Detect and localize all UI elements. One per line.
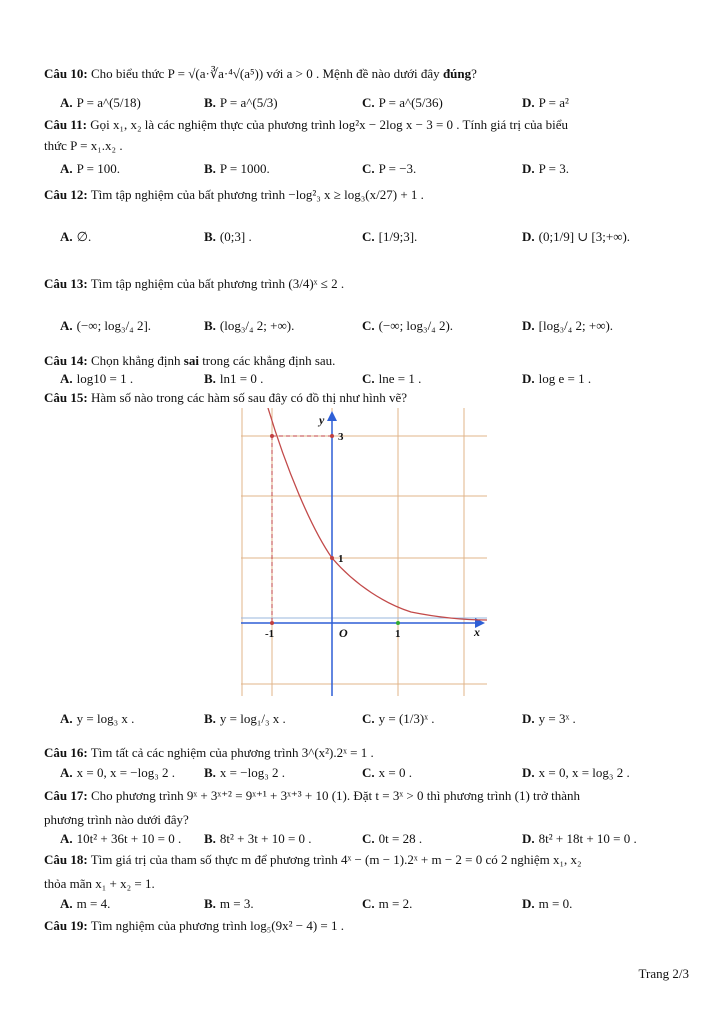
- option-label: D.: [522, 371, 535, 386]
- question-13: [44, 276, 685, 292]
- option-label: A.: [60, 95, 73, 110]
- option-label: A.: [60, 896, 73, 911]
- option-d[interactable]: [522, 711, 576, 727]
- question-label: Câu 12:: [44, 187, 88, 202]
- tick-y-1: 1: [338, 553, 344, 565]
- option-label: B.: [204, 161, 216, 176]
- option-text: m = 3.: [219, 896, 254, 911]
- option-label: D.: [522, 318, 535, 333]
- option-label: D.: [522, 161, 535, 176]
- option-text: y = log₃ x .: [76, 711, 135, 726]
- option-a[interactable]: [60, 765, 175, 781]
- option-label: C.: [362, 896, 375, 911]
- option-label: A.: [60, 371, 73, 386]
- question-label: Câu 19:: [44, 918, 88, 933]
- x-label: x: [474, 625, 480, 639]
- y-label: y: [319, 413, 325, 427]
- question-text: Gọi x₁, x₂ là các nghiệm thực của phương trình log²x − 2log x − 3 = 0 . Tính giá trị của biểu: [90, 117, 568, 132]
- option-text: P = −3.: [378, 161, 417, 176]
- option-text: P = a^(5/3): [219, 95, 278, 110]
- options-10: [60, 95, 685, 113]
- options-15: [60, 711, 685, 729]
- function-graph: [241, 408, 487, 696]
- option-c[interactable]: [362, 229, 417, 245]
- option-a[interactable]: [60, 896, 110, 912]
- option-text: x = −log₃ 2 .: [219, 765, 285, 780]
- options-11: [60, 161, 685, 179]
- option-text: (0;1/9] ∪ [3;+∞).: [538, 229, 631, 244]
- option-a[interactable]: [60, 831, 181, 847]
- option-b[interactable]: [204, 831, 312, 847]
- question-text: Chọn khẳng định: [90, 353, 181, 368]
- option-d[interactable]: [522, 229, 630, 245]
- option-label: C.: [362, 95, 375, 110]
- option-a[interactable]: [60, 95, 141, 111]
- question-14: [44, 353, 685, 369]
- options-12: [60, 229, 685, 247]
- options-18: [60, 896, 685, 914]
- option-a[interactable]: [60, 229, 91, 245]
- option-c[interactable]: [362, 765, 412, 781]
- option-c[interactable]: [362, 95, 443, 111]
- option-label: C.: [362, 161, 375, 176]
- question-label: Câu 11:: [44, 117, 87, 132]
- option-text: [log₃/₄ 2; +∞).: [538, 318, 614, 333]
- question-text: Tìm tập nghiệm của bất phương trình −log²₃ x ≥ log₃(x/27) + 1 .: [90, 187, 424, 202]
- option-text: (log₃/₄ 2; +∞).: [219, 318, 295, 333]
- option-label: B.: [204, 318, 216, 333]
- option-label: A.: [60, 711, 73, 726]
- option-label: C.: [362, 229, 375, 244]
- option-label: B.: [204, 711, 216, 726]
- option-d[interactable]: [522, 371, 591, 387]
- option-label: C.: [362, 371, 375, 386]
- option-text: x = 0 .: [378, 765, 412, 780]
- option-text: P = 3.: [538, 161, 569, 176]
- option-b[interactable]: [204, 318, 294, 334]
- option-b[interactable]: [204, 765, 285, 781]
- question-label: Câu 15:: [44, 390, 88, 405]
- option-d[interactable]: [522, 161, 569, 177]
- graph-background: [241, 408, 487, 696]
- option-label: B.: [204, 371, 216, 386]
- emphasis: sai: [183, 353, 199, 368]
- option-text: (−∞; log₃/₄ 2].: [76, 318, 152, 333]
- question-text: Cho phương trình 9ˣ + 3ˣ⁺² = 9ˣ⁺¹ + 3ˣ⁺³ + 10 (1). Đặt t = 3ˣ > 0 thì phương trình (1) trở thành: [90, 788, 580, 803]
- tick-x-1: 1: [395, 628, 401, 640]
- question-end: ?: [471, 66, 477, 81]
- option-label: C.: [362, 318, 375, 333]
- option-c[interactable]: [362, 896, 412, 912]
- option-text: lne = 1 .: [378, 371, 422, 386]
- option-b[interactable]: [204, 161, 270, 177]
- option-c[interactable]: [362, 318, 453, 334]
- tick-y-3: 3: [338, 431, 344, 443]
- option-text: m = 0.: [538, 896, 573, 911]
- option-text: m = 2.: [378, 896, 413, 911]
- options-17: [60, 831, 685, 849]
- question-label: Câu 13:: [44, 276, 88, 291]
- point: [396, 621, 400, 625]
- question-11: [44, 117, 685, 133]
- option-text: log e = 1 .: [538, 371, 592, 386]
- option-d[interactable]: [522, 318, 613, 334]
- options-13: [60, 318, 685, 336]
- option-c[interactable]: [362, 371, 421, 387]
- option-text: ln1 = 0 .: [219, 371, 264, 386]
- question-text: Tìm giá trị của tham số thực m để phương trình 4ˣ − (m − 1).2ˣ + m − 2 = 0 có 2 nghiệm x₁, x₂: [90, 852, 582, 867]
- option-a[interactable]: [60, 161, 120, 177]
- option-text: y = (1/3)ˣ .: [378, 711, 435, 726]
- question-text: Cho biểu thức P = √(a·∛a·⁴√(a⁵)) với a > 0 . Mệnh đề nào dưới đây: [90, 66, 440, 81]
- question-text-end: trong các khẳng định sau.: [202, 353, 336, 368]
- option-b[interactable]: [204, 896, 254, 912]
- question-18: [44, 852, 685, 868]
- option-text: P = a²: [538, 95, 569, 110]
- option-a[interactable]: [60, 371, 133, 387]
- question-15: [44, 390, 685, 406]
- option-d[interactable]: [522, 765, 630, 781]
- question-12: [44, 187, 685, 203]
- question-10: [44, 66, 685, 82]
- question-label: Câu 17:: [44, 788, 88, 803]
- option-label: A.: [60, 161, 73, 176]
- option-label: B.: [204, 765, 216, 780]
- option-c[interactable]: [362, 161, 416, 177]
- question-text: Tìm nghiệm của phương trình log₅(9x² − 4) = 1 .: [90, 918, 345, 933]
- option-text: m = 4.: [76, 896, 111, 911]
- option-b[interactable]: [204, 95, 278, 111]
- option-label: C.: [362, 765, 375, 780]
- question-17-cont: phương trình nào dưới đây?: [44, 812, 189, 827]
- option-c[interactable]: [362, 711, 435, 727]
- option-text: x = 0, x = −log₃ 2 .: [76, 765, 176, 780]
- option-d[interactable]: [522, 831, 637, 847]
- option-text: 0t = 28 .: [378, 831, 423, 846]
- option-text: log10 = 1 .: [76, 371, 134, 386]
- option-text: P = a^(5/18): [76, 95, 141, 110]
- options-16: [60, 765, 685, 783]
- option-text: ∅.: [76, 229, 92, 244]
- question-label: Câu 14:: [44, 353, 88, 368]
- option-label: B.: [204, 95, 216, 110]
- option-text: P = 100.: [76, 161, 120, 176]
- option-b[interactable]: [204, 229, 252, 245]
- point: [270, 621, 274, 625]
- option-text: 8t² + 3t + 10 = 0 .: [219, 831, 312, 846]
- option-label: D.: [522, 95, 535, 110]
- option-b[interactable]: [204, 711, 286, 727]
- option-label: C.: [362, 711, 375, 726]
- question-11-cont: thức P = x₁.x₂ .: [44, 138, 123, 153]
- option-text: 8t² + 18t + 10 = 0 .: [538, 831, 637, 846]
- question-text: Tìm tập nghiệm của bất phương trình (3/4)ˣ ≤ 2 .: [90, 276, 345, 291]
- question-label: Câu 16:: [44, 745, 88, 760]
- question-19: [44, 918, 685, 934]
- option-label: A.: [60, 765, 73, 780]
- point: [330, 434, 334, 438]
- option-d[interactable]: [522, 95, 569, 111]
- option-label: B.: [204, 896, 216, 911]
- option-label: D.: [522, 765, 535, 780]
- option-label: D.: [522, 229, 535, 244]
- question-label: Câu 10:: [44, 66, 88, 81]
- option-label: A.: [60, 229, 73, 244]
- option-label: B.: [204, 831, 216, 846]
- option-text: x = 0, x = log₃ 2 .: [538, 765, 630, 780]
- question-17: [44, 788, 685, 804]
- option-b[interactable]: [204, 371, 263, 387]
- option-text: [1/9;3].: [378, 229, 418, 244]
- option-label: B.: [204, 229, 216, 244]
- page-number: Trang 2/3: [638, 966, 689, 981]
- point: [270, 434, 274, 438]
- question-16: [44, 745, 685, 761]
- option-text: 10t² + 36t + 10 = 0 .: [76, 831, 182, 846]
- option-text: P = 1000.: [219, 161, 270, 176]
- option-text: P = a^(5/36): [378, 95, 443, 110]
- origin-label: O: [339, 626, 348, 640]
- option-label: C.: [362, 831, 375, 846]
- option-text: (−∞; log₃/₄ 2).: [378, 318, 454, 333]
- option-label: D.: [522, 711, 535, 726]
- option-label: D.: [522, 831, 535, 846]
- options-14: [60, 371, 685, 389]
- option-text: y = log₁/₃ x .: [219, 711, 286, 726]
- option-a[interactable]: [60, 318, 151, 334]
- tick-x-neg1: -1: [265, 628, 275, 640]
- point: [330, 556, 334, 560]
- option-label: A.: [60, 831, 73, 846]
- option-a[interactable]: [60, 711, 134, 727]
- option-d[interactable]: [522, 896, 572, 912]
- option-text: (0;3] .: [219, 229, 252, 244]
- question-text: Hàm số nào trong các hàm số sau đây có đồ thị như hình vẽ?: [90, 390, 408, 405]
- option-label: A.: [60, 318, 73, 333]
- question-18-cont: thỏa mãn x₁ + x₂ = 1.: [44, 876, 155, 891]
- option-label: D.: [522, 896, 535, 911]
- emphasis: đúng: [442, 66, 472, 81]
- option-c[interactable]: [362, 831, 422, 847]
- question-text: Tìm tất cả các nghiệm của phương trình 3^(x²).2ˣ = 1 .: [90, 745, 374, 760]
- option-text: y = 3ˣ .: [538, 711, 576, 726]
- question-label: Câu 18:: [44, 852, 88, 867]
